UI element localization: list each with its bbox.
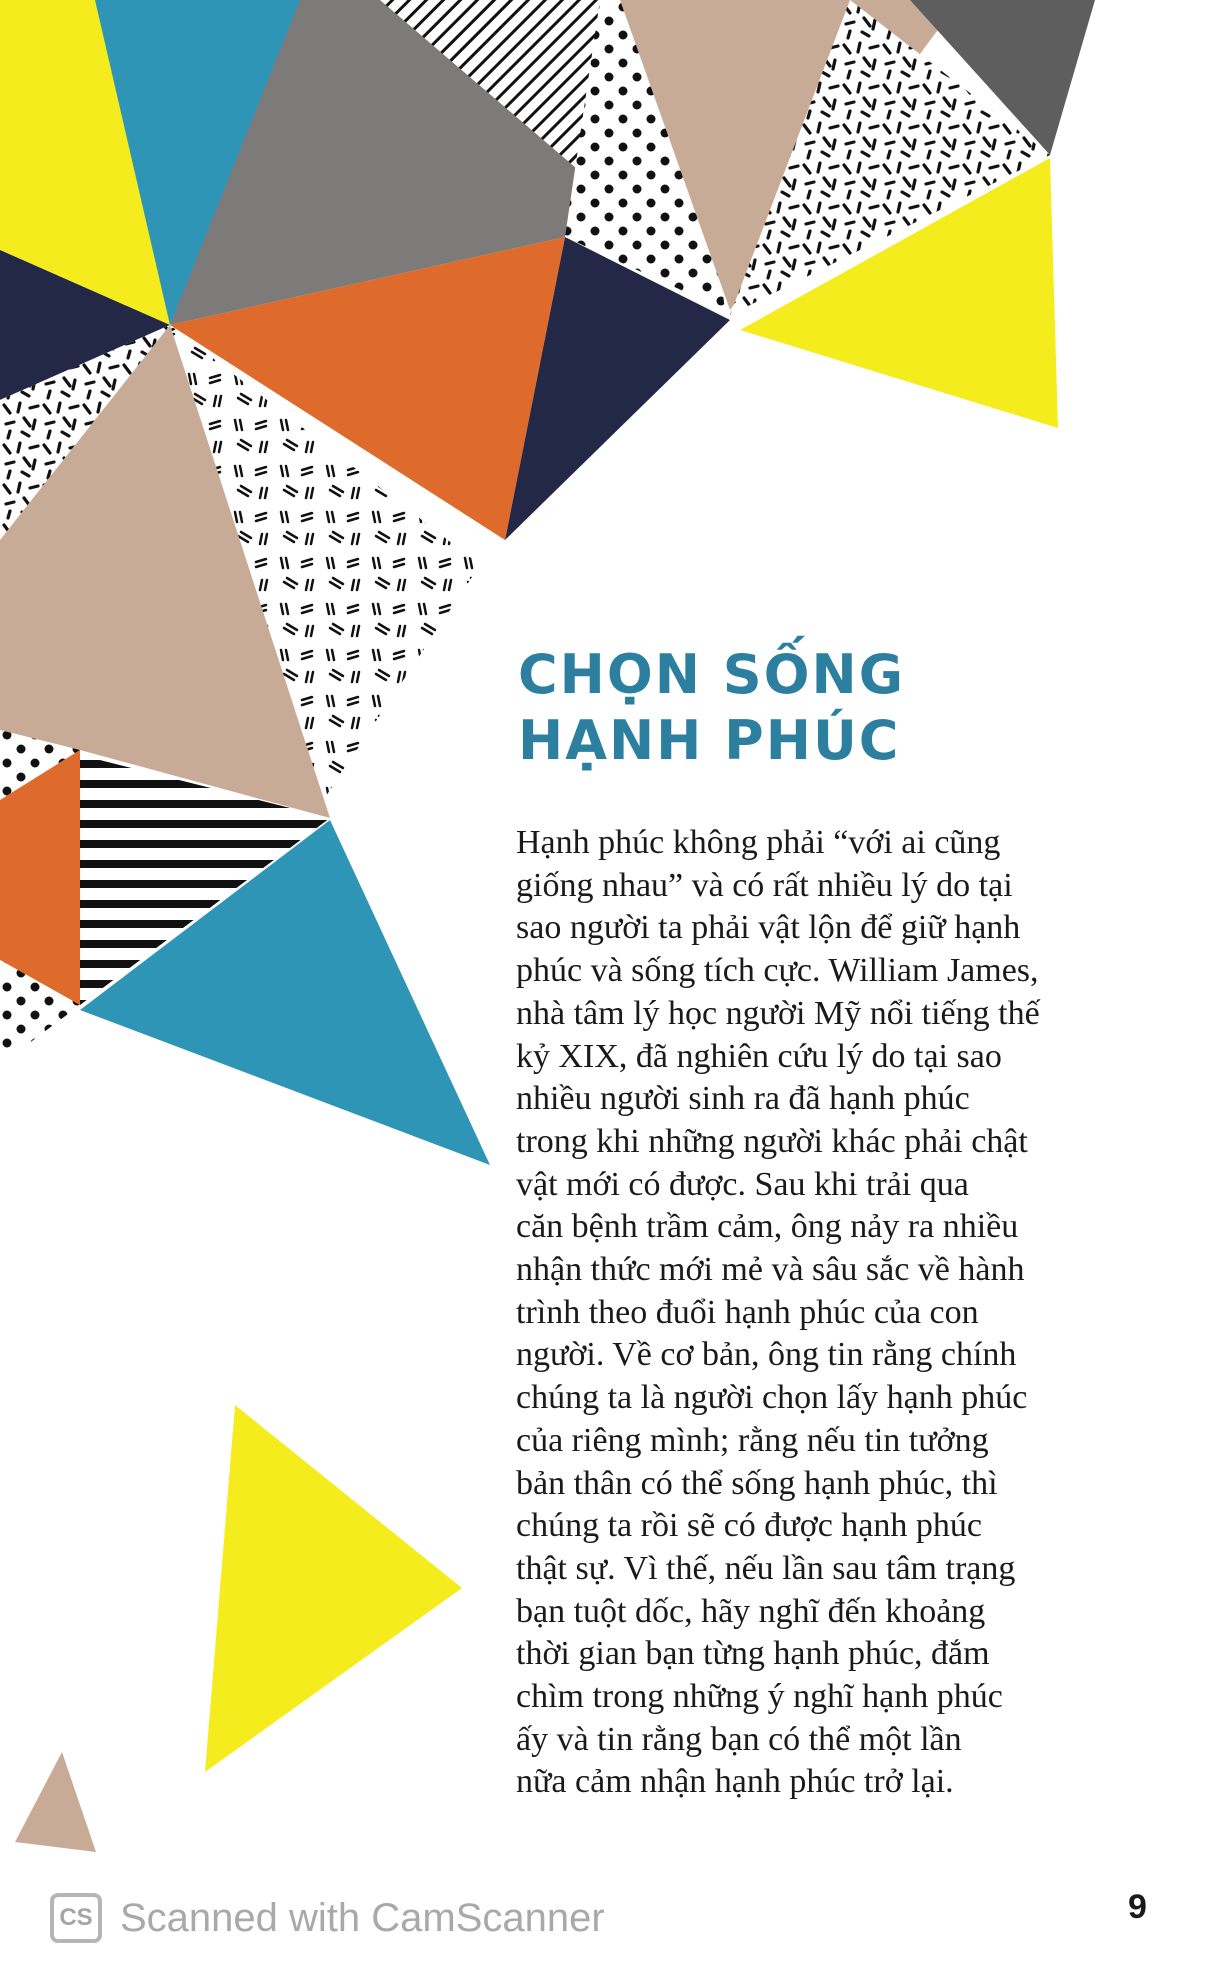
body-line: sao người ta phải vật lộn để giữ hạnh	[516, 909, 1021, 947]
body-line: chúng ta rồi sẽ có được hạnh phúc	[516, 1507, 982, 1545]
body-line: chúng ta là người chọn lấy hạnh phúc	[516, 1379, 1028, 1417]
body-line: căn bệnh trầm cảm, ông nảy ra nhiều	[516, 1208, 1019, 1246]
body-line: nhà tâm lý học người Mỹ nổi tiếng thế	[516, 994, 1040, 1032]
body-line: vật mới có được. Sau khi trải qua	[516, 1165, 969, 1203]
page-title	[518, 642, 1118, 774]
page-number: 9	[1128, 1888, 1147, 1926]
triangle-tan-small	[15, 1752, 96, 1852]
title-line: HẠNH PHÚC	[518, 709, 901, 772]
body-line: chìm trong những ý nghĩ hạnh phúc	[516, 1678, 1003, 1716]
body-line: trình theo đuổi hạnh phúc của con	[516, 1293, 979, 1331]
watermark-text: Scanned with CamScanner	[120, 1895, 605, 1940]
body-line: phúc và sống tích cực. William James,	[516, 952, 1039, 990]
camscanner-watermark	[50, 1890, 605, 1946]
body-line: nữa cảm nhận hạnh phúc trở lại.	[516, 1763, 954, 1801]
camscanner-logo-icon: CS	[50, 1893, 102, 1943]
body-line: kỷ XIX, đã nghiên cứu lý do tại sao	[516, 1037, 1002, 1075]
body-paragraph	[516, 822, 1156, 1804]
triangle-yellow-bottom	[205, 1405, 462, 1772]
body-line: nhận thức mới mẻ và sâu sắc về hành	[516, 1251, 1025, 1289]
body-line: giống nhau” và có rất nhiều lý do tại	[516, 866, 1013, 904]
body-line: Hạnh phúc không phải “với ai cũng	[516, 824, 1001, 861]
body-line: thời gian bạn từng hạnh phúc, đắm	[516, 1635, 990, 1673]
title-line: CHỌN SỐNG	[518, 643, 906, 706]
body-line: bản thân có thể sống hạnh phúc, thì	[516, 1464, 998, 1502]
body-line: thật sự. Vì thế, nếu lần sau tâm trạng	[516, 1549, 1016, 1587]
body-line: trong khi những người khác phải chật	[516, 1122, 1028, 1160]
body-line: người. Về cơ bản, ông tin rằng chính	[516, 1336, 1017, 1374]
body-line: ấy và tin rằng bạn có thể một lần	[516, 1720, 962, 1758]
body-line: bạn tuột dốc, hãy nghĩ đến khoảng	[516, 1592, 986, 1630]
body-line: nhiều người sinh ra đã hạnh phúc	[516, 1080, 970, 1118]
body-line: của riêng mình; rằng nếu tin tưởng	[516, 1421, 989, 1459]
